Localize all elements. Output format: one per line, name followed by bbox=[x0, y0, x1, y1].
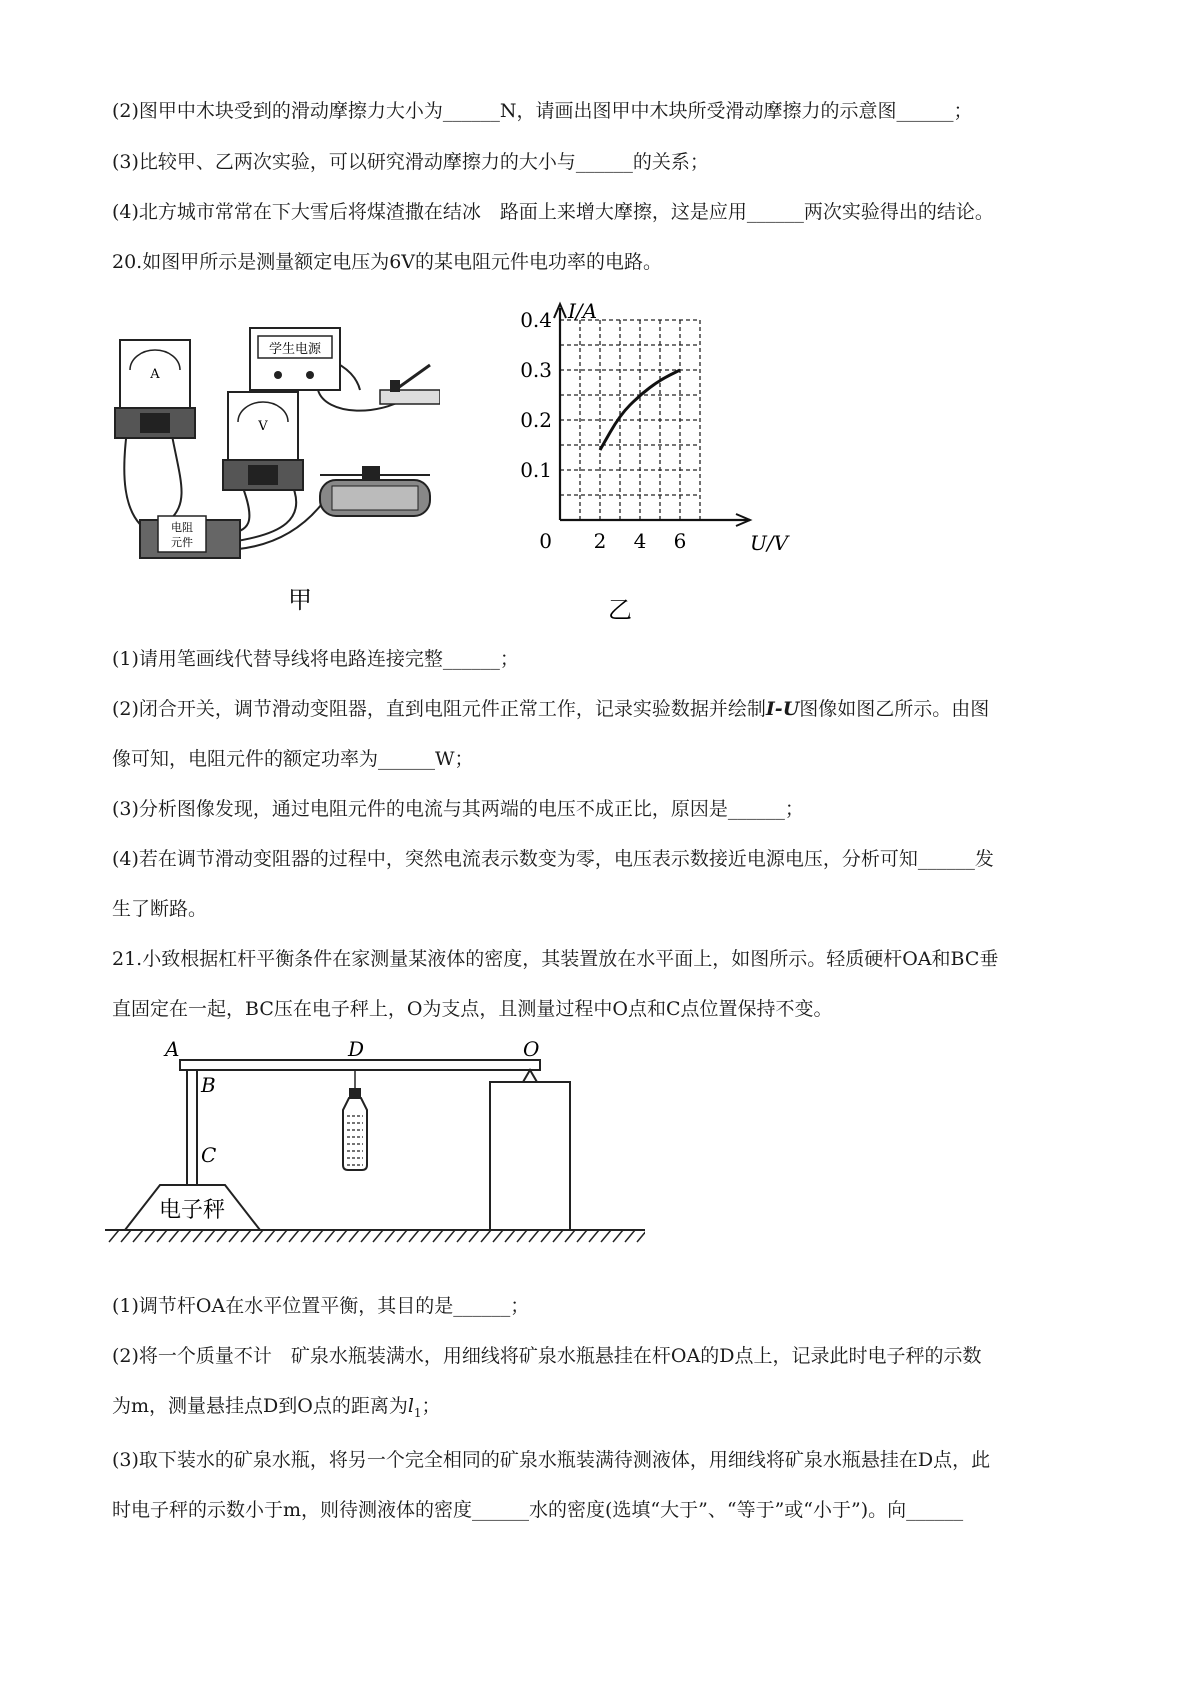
q19-part2: (2)图甲中木块受到的滑动摩擦力大小为______N，请画出图甲中木块所受滑动摩擦力的示意图______； bbox=[112, 100, 973, 122]
pivot-o bbox=[523, 1070, 537, 1082]
y-tick-label: 0.2 bbox=[520, 408, 552, 432]
chart-grid bbox=[560, 320, 700, 520]
ammeter bbox=[115, 340, 195, 438]
resistor-label-1: 电阻 bbox=[171, 521, 193, 534]
q20-part4-line1: (4)若在调节滑动变阻器的过程中，突然电流表示数变为零，电压表示数接近电源电压，分析可知______发 bbox=[112, 848, 994, 870]
chart-axes bbox=[554, 304, 750, 526]
q20-stem: 20.如图甲所示是测量额定电压为6V的某电阻元件电功率的电路。 bbox=[112, 251, 663, 273]
lever-figure bbox=[105, 1030, 645, 1255]
rod-bc bbox=[187, 1070, 197, 1185]
iu-chart bbox=[510, 300, 800, 630]
label-a: A bbox=[165, 1037, 180, 1061]
bottle-cap bbox=[349, 1088, 361, 1098]
q20-part2-pre: (2)闭合开关，调节滑动变阻器，直到电阻元件正常工作，记录实验数据并绘制 bbox=[112, 698, 766, 720]
resistor-label-2: 元件 bbox=[171, 536, 193, 549]
y-tick-label: 0.1 bbox=[520, 458, 552, 482]
origin-label: 0 bbox=[539, 529, 552, 553]
label-b: B bbox=[201, 1073, 216, 1097]
ammeter-label: A bbox=[150, 367, 160, 382]
circuit-figure bbox=[110, 320, 440, 620]
q21-stem-line2: 直固定在一起，BC压在电子秤上，O为支点，且测量过程中O点和C点位置保持不变。 bbox=[112, 998, 833, 1020]
q20-part3: (3)分析图像发现，通过电阻元件的电流与其两端的电压不成正比，原因是______； bbox=[112, 798, 804, 820]
q20-part4-line2: 生了断路。 bbox=[112, 898, 208, 920]
q21-stem-line1: 21.小致根据杠杆平衡条件在家测量某液体的密度，其装置放在水平面上，如图所示。轻质硬杆OA和BC垂 bbox=[112, 948, 999, 970]
q19-part3: (3)比较甲、乙两次实验，可以研究滑动摩擦力的大小与______的关系； bbox=[112, 151, 709, 173]
q19-part4: (4)北方城市常常在下大雪后将煤渣撒在结冰 路面上来增大摩擦，这是应用______两次实验得出的结论。 bbox=[112, 201, 994, 223]
length-subscript: 1 bbox=[413, 1405, 422, 1420]
water-bottle bbox=[343, 1098, 367, 1170]
y-tick-label: 0.3 bbox=[520, 358, 552, 382]
q20-part2-post: 图像如图乙所示。由图 bbox=[799, 698, 990, 720]
q21-part2-line1: (2)将一个质量不计 矿泉水瓶装满水，用细线将矿泉水瓶悬挂在杆OA的D点上，记录此时电子秤的示数 bbox=[112, 1345, 982, 1367]
iu-term: I-U bbox=[765, 698, 800, 720]
x-tick-label: 6 bbox=[673, 529, 687, 553]
ground-hatch bbox=[109, 1230, 645, 1242]
q21-part1: (1)调节杆OA在水平位置平衡，其目的是______； bbox=[112, 1295, 530, 1317]
x-tick-label: 4 bbox=[633, 529, 647, 553]
label-d: D bbox=[348, 1037, 365, 1061]
power-supply-label: 学生电源 bbox=[268, 342, 322, 357]
chart-caption: 乙 bbox=[608, 596, 632, 624]
q20-part2-line1 bbox=[112, 695, 1100, 723]
label-c: C bbox=[201, 1143, 217, 1167]
rheostat bbox=[320, 466, 430, 516]
resistor-element bbox=[140, 516, 240, 558]
support-block bbox=[490, 1082, 570, 1230]
circuit-caption: 甲 bbox=[288, 586, 312, 614]
q20-part1: (1)请用笔画线代替导线将电路连接完整______； bbox=[112, 648, 519, 670]
data-series-line bbox=[600, 370, 680, 450]
length-var: l bbox=[407, 1395, 414, 1417]
q21-part2-pre: 为m，测量悬挂点D到O点的距离为 bbox=[112, 1395, 408, 1417]
lever-oa bbox=[180, 1060, 540, 1070]
x-tick-label: 2 bbox=[593, 529, 607, 553]
power-supply bbox=[250, 328, 340, 390]
q21-part3-line2: 时电子秤的示数小于m，则待测液体的密度______水的密度(选填“大于”、“等于”或“小于”)。向______ bbox=[112, 1499, 964, 1521]
label-o: O bbox=[523, 1037, 540, 1061]
q21-part3-line1: (3)取下装水的矿泉水瓶，将另一个完全相同的矿泉水瓶装满待测液体，用细线将矿泉水瓶悬挂在D点，此 bbox=[112, 1449, 991, 1471]
y-tick-label: 0.4 bbox=[520, 308, 552, 332]
voltmeter-label: V bbox=[258, 419, 268, 434]
voltmeter bbox=[223, 392, 303, 490]
q20-part2-line2: 像可知，电阻元件的额定功率为______W； bbox=[112, 748, 474, 770]
x-axis-label: U/V bbox=[750, 531, 789, 555]
q21-part2-post: ； bbox=[421, 1395, 441, 1417]
switch bbox=[380, 365, 440, 404]
scale-label: 电子秤 bbox=[158, 1198, 226, 1223]
q21-part2-line2 bbox=[112, 1392, 1100, 1427]
y-axis-label: I/A bbox=[568, 300, 598, 323]
